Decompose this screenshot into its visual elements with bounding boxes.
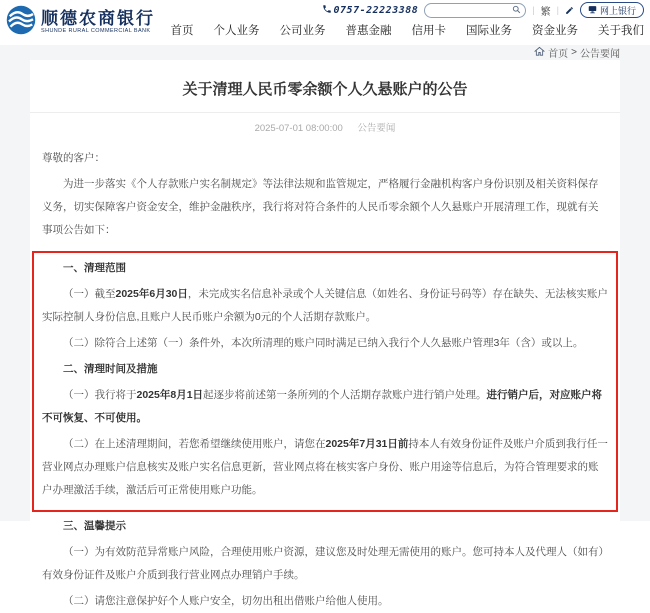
- bank-name-en: SHUNDE RURAL COMMERCIAL BANK: [41, 28, 151, 34]
- section1-clause2: （二）除符合上述第（一）条件外，本次所清理的账户同时满足已纳入我行个人久悬账户管理3年（含）或以上。: [63, 337, 584, 349]
- section3-clause1: （一）为有效防范异常账户风险，合理使用账户资源，建议您及时处理无需使用的账户。您可持本人及代理人（如有）有效身份证件及账户介质到我行营业网点办理销户手续。: [42, 546, 604, 581]
- search-input[interactable]: [429, 5, 512, 16]
- nav-item-personal[interactable]: 个人业务: [213, 25, 260, 37]
- nav-item-inclusive-finance[interactable]: 普惠金融: [345, 25, 392, 37]
- home-icon[interactable]: [534, 46, 545, 60]
- divider: |: [532, 5, 535, 15]
- online-banking-label: 网上银行: [599, 5, 636, 16]
- breadcrumb-home[interactable]: 首页: [548, 49, 569, 60]
- section3-heading: 三、温馨提示: [63, 520, 126, 532]
- feedback-icon[interactable]: [565, 6, 574, 15]
- monitor-icon: [588, 1, 597, 19]
- notice-title: 关于清理人民币零余额个人久悬账户的公告: [182, 81, 468, 98]
- notice-meta: [42, 120, 608, 134]
- nav-item-treasury[interactable]: 资金业务: [532, 25, 578, 37]
- site-header: [0, 0, 650, 45]
- breadcrumb-current: 公告要闻: [580, 49, 620, 60]
- notice-body: [42, 147, 608, 613]
- nav-item-credit-card[interactable]: 信用卡: [411, 25, 446, 37]
- bank-name-cn: 顺德农商银行: [41, 9, 155, 28]
- nav-item-international[interactable]: 国际业务: [466, 25, 512, 37]
- page-body: [0, 45, 650, 607]
- phone-icon: [322, 1, 332, 19]
- nav-item-corporate[interactable]: 公司业务: [279, 25, 326, 37]
- salutation: 尊敬的客户：: [42, 152, 105, 164]
- nav-item-about-us[interactable]: 关于我们: [598, 25, 644, 37]
- breadcrumb: [30, 45, 620, 60]
- highlight-box: [32, 251, 618, 512]
- section2-clause1: （一）我行将于2025年8月1日起逐步将前述第一条所列的个人活期存款账户进行销户处理。进行销户后，对应账户将不可恢复、不可使用。: [42, 389, 603, 424]
- section2-clause2: （二）在上述清理期间，若您希望继续使用账户，请您在2025年7月31日前持本人有效身份证件及账户介质到我行任一营业网点办理账户信息核实及账户实名信息更新，营业网点将在核实客户身份、账户用途等信息后，为符合管理要求的账户办理激活手续，激活后可正常使用账户功能。: [42, 438, 608, 496]
- section2-heading: 二、清理时间及措施: [63, 363, 158, 375]
- bank-logo-icon: [6, 5, 36, 40]
- search-box[interactable]: [424, 3, 526, 18]
- nav-item-home[interactable]: 首页: [170, 25, 194, 37]
- section1-heading: 一、清理范围: [63, 262, 126, 274]
- divider: |: [556, 5, 559, 15]
- breadcrumb-separator: >: [571, 47, 577, 58]
- utility-bar: [322, 2, 644, 18]
- service-phone-number: 0757-22223388: [333, 4, 419, 16]
- online-banking-button[interactable]: [580, 2, 644, 18]
- notice-date: 2025-07-01 08:00:00: [254, 123, 343, 134]
- title-divider: [30, 112, 620, 113]
- notice-category: 公告要闻: [357, 123, 396, 134]
- service-phone: [322, 1, 419, 19]
- section1-clause1: （一）截至2025年6月30日，未完成实名信息补录或个人关键信息（如姓名、身份证号码等）存在缺失、无法核实账户实际控制人身份信息,且账户人民币账户余额为0元的个人活期存款账户。: [42, 288, 608, 323]
- main-nav: [171, 22, 645, 38]
- notice-card: [30, 60, 620, 613]
- search-icon[interactable]: [512, 1, 521, 19]
- lang-toggle-traditional[interactable]: 繁: [540, 6, 551, 18]
- bank-logo[interactable]: [6, 5, 155, 40]
- section3-clause2: （二）请您注意保护好个人账户安全，切勿出租出借账户给他人使用。: [63, 595, 389, 607]
- intro-paragraph: 为进一步落实《个人存款账户实名制规定》等法律法规和监管规定，严格履行金融机构客户身份识别及相关资料保存义务，切实保障客户资金安全，维护金融秩序，我行将对符合条件的人民币零余额个人久悬账户开展清理工作，现就有关事项公告如下：: [42, 178, 599, 236]
